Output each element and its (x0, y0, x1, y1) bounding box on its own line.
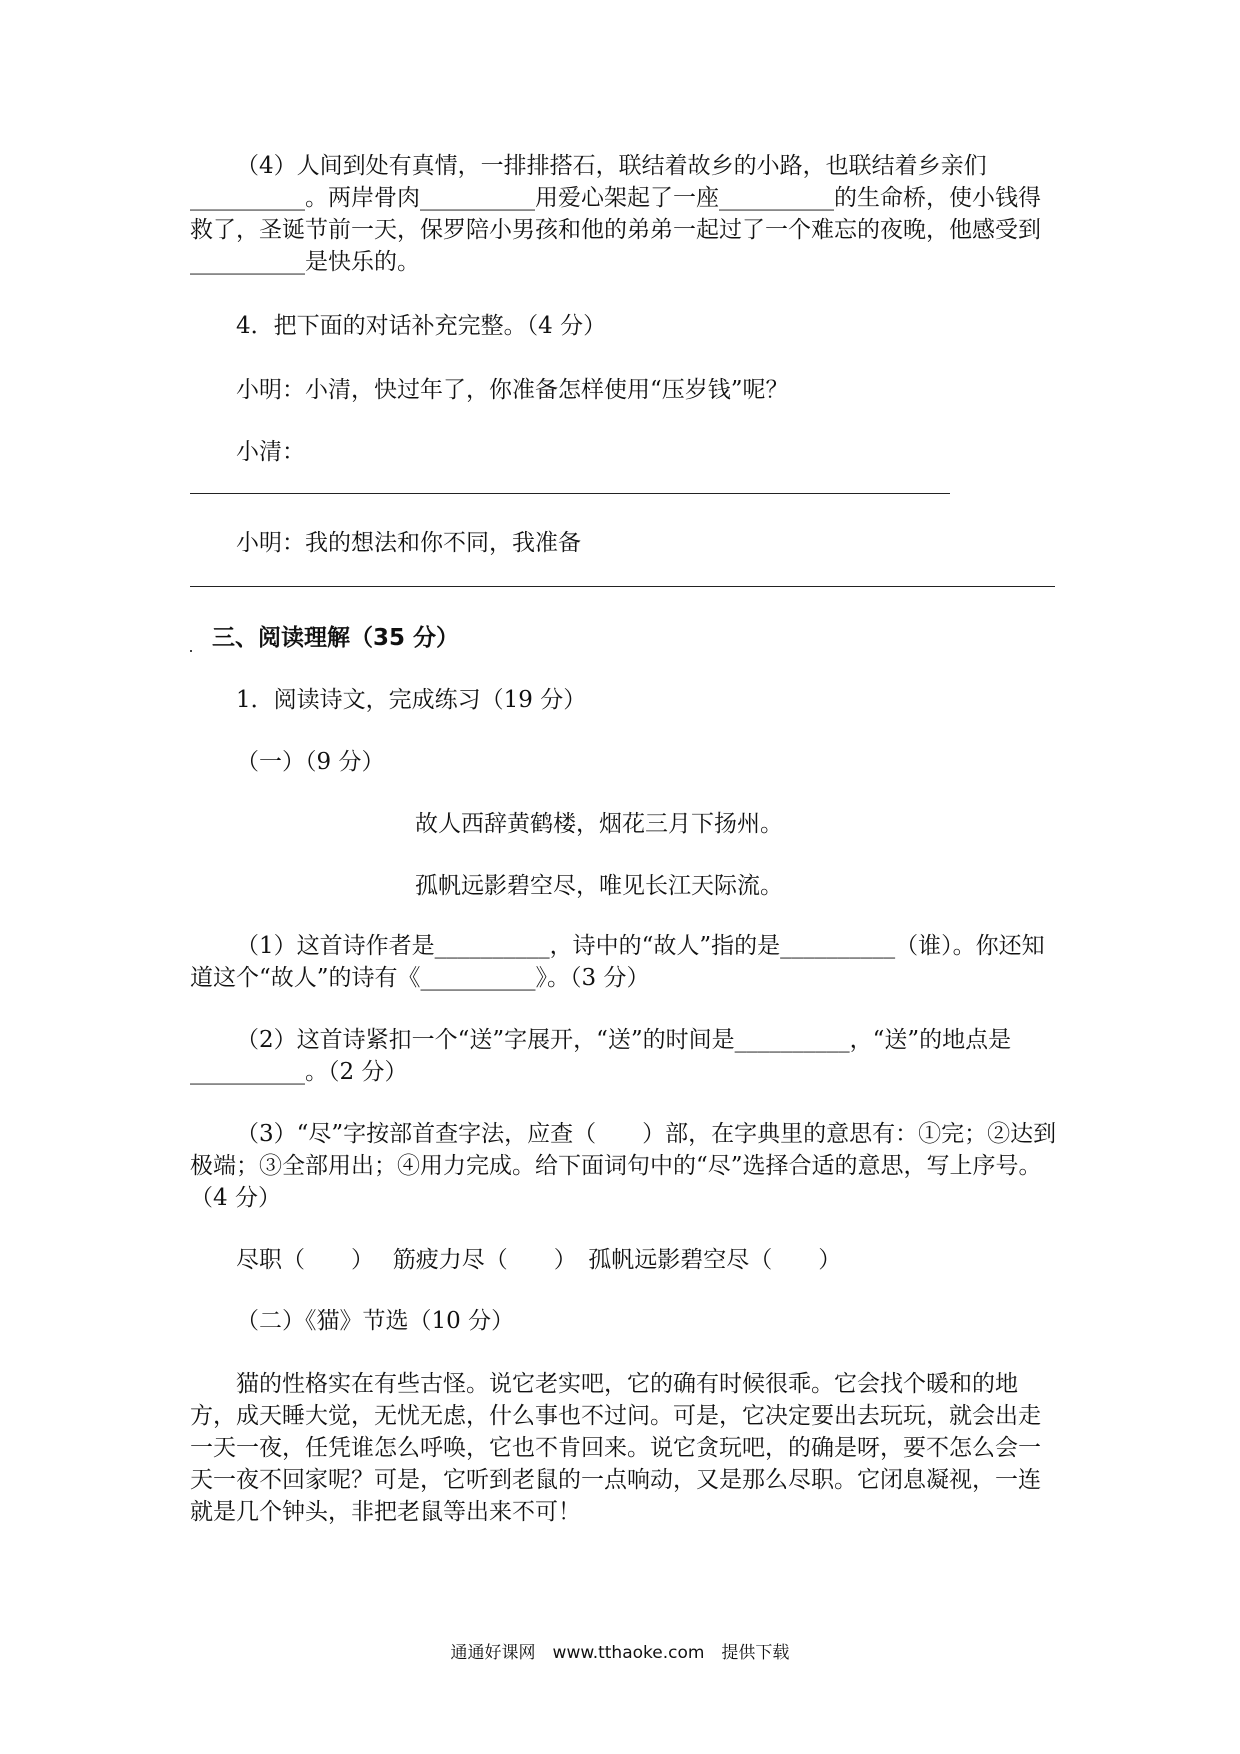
cat-excerpt-paragraph: 猫的性格实在有些古怪。说它老实吧，它的确有时候很乖。它会找个暖和的地方，成天睡大觉，无忧无虑，什么事也不过问。可是，它决定要出去玩玩，就会出走一天一夜，任凭谁怎么呼唤，它也不肯回来。说它贪玩吧，的确是呀，要不怎么会一天一夜不回家呢？可是，它听到老鼠的一点响动，又是那么尽职。它闭息凝视，一连就是几个钟头，非把老鼠等出来不可！ (190, 1371, 1041, 1525)
question-1-paragraph: （1）这首诗作者是__________，诗中的“故人”指的是__________（谁）。你还知道这个“故人”的诗有《__________》。（3 分） (190, 933, 1045, 991)
dialog-line-3: 小明：我的想法和你不同，我准备 (236, 530, 581, 556)
question-3-4-paragraph: （4）人间到处有真情，一排排搭石，联结着故乡的小路，也联结着乡亲们__________。两岸骨肉__________用爱心架起了一座__________的生命桥，使小钱得救了，圣诞节前一天，保罗陪小男孩和他的弟弟一起过了一个难忘的夜晚，他感受到__________是快乐的。 (190, 153, 1041, 275)
dialog-line-1: 小明：小清，快过年了，你准备怎样使用“压岁钱”呢？ (236, 377, 789, 403)
question-4-title: 4．把下面的对话补充完整。（4 分） (236, 313, 607, 339)
question-3-paragraph: （3）“尽”字按部首查字法，应查（ ）部，在字典里的意思有：①完；②达到极端；③全部用出；④用力完成。给下面词句中的“尽”选择合适的意思，写上序号。（4 分） (190, 1121, 1057, 1211)
question-2-paragraph: （2）这首诗紧扣一个“送”字展开，“送”的时间是__________，“送”的地点是__________。（2 分） (190, 1027, 1012, 1085)
poem-line-2: 孤帆远影碧空尽，唯见长江天际流。 (415, 873, 783, 899)
section-3-title: 三、阅读理解（35 分） (212, 625, 460, 651)
answer-line-1 (190, 493, 950, 494)
scan-dot (190, 650, 192, 652)
page-footer: 通通好课网 www.tthaoke.com 提供下载 (450, 1643, 790, 1663)
part-1-title: （一）（9 分） (236, 749, 385, 775)
reading-1-title: 1．阅读诗文，完成练习（19 分） (236, 687, 587, 713)
dialog-line-2: 小清： (236, 439, 305, 465)
question-3-options: 尽职（ ） 筋疲力尽（ ） 孤帆远影碧空尽（ ） (236, 1247, 842, 1273)
part-2-title: （二）《猫》节选（10 分） (236, 1308, 515, 1334)
poem-line-1: 故人西辞黄鹤楼，烟花三月下扬州。 (415, 811, 783, 837)
answer-line-2 (190, 586, 1055, 587)
